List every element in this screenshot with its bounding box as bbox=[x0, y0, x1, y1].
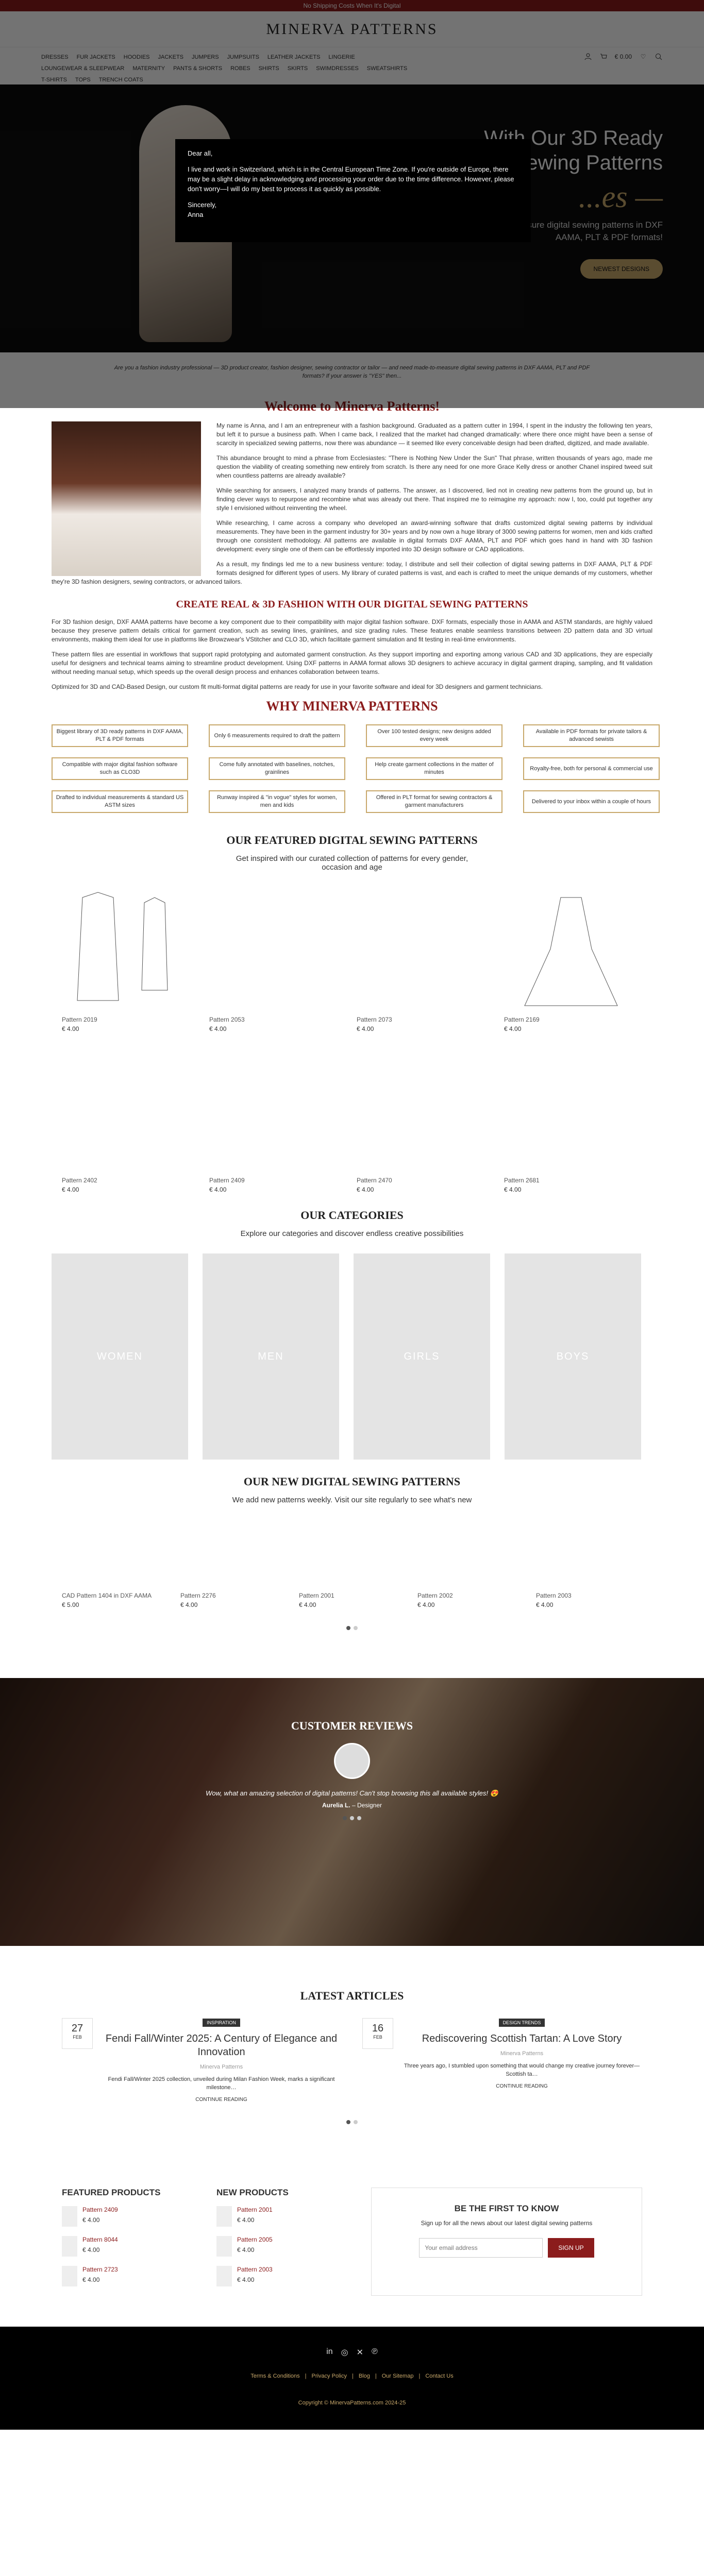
product-card[interactable] bbox=[357, 887, 491, 1032]
categories-title: OUR CATEGORIES bbox=[300, 1209, 404, 1222]
product-card[interactable] bbox=[62, 1520, 170, 1608]
post-date bbox=[62, 2018, 93, 2049]
featured-products-column bbox=[62, 2188, 196, 2296]
sign-up-button[interactable]: SIGN UP bbox=[548, 2238, 594, 2258]
why-item: Runway inspired & "in vogue" styles for women, men and kids bbox=[209, 790, 345, 813]
product-card[interactable] bbox=[504, 1048, 638, 1193]
product-name[interactable]: Pattern 2681 bbox=[504, 1177, 540, 1184]
welcome-section bbox=[0, 421, 704, 586]
product-price: € 4.00 bbox=[237, 2276, 255, 2283]
product-card[interactable] bbox=[62, 887, 196, 1032]
footer-link-blog[interactable]: Blog bbox=[358, 2373, 370, 2379]
carousel-dots bbox=[0, 1624, 704, 1632]
newsletter-form bbox=[392, 2238, 621, 2258]
post-body bbox=[401, 2018, 642, 2103]
post-card[interactable] bbox=[62, 2018, 342, 2103]
review-author: Aurelia L. bbox=[322, 1802, 350, 1809]
product-name[interactable]: Pattern 2005 bbox=[237, 2236, 273, 2243]
post-title[interactable]: Rediscovering Scottish Tartan: A Love Story bbox=[422, 2033, 622, 2044]
post-excerpt: Three years ago, I stumbled upon something that would change my creative journey forever—Scottish ta… bbox=[404, 2063, 640, 2077]
product-price: € 4.00 bbox=[82, 2216, 100, 2224]
why-title: WHY MINERVA PATTERNS bbox=[266, 699, 438, 714]
product-price: € 4.00 bbox=[504, 1025, 522, 1032]
product-name[interactable]: Pattern 2073 bbox=[357, 1016, 392, 1023]
footer-product[interactable] bbox=[62, 2206, 196, 2227]
product-price: € 4.00 bbox=[237, 2246, 255, 2253]
post-card[interactable] bbox=[362, 2018, 642, 2103]
footer-product[interactable] bbox=[216, 2206, 350, 2227]
product-name[interactable]: Pattern 2409 bbox=[82, 2206, 118, 2213]
popup-text: I live and work in Switzerland, which is in the Central European Time Zone. If you're outside of Europe, there may be a slight delay in acknowledging and processing your order due to the time difference. However, please don't worry—I will do my best to process it as quickly as possible. bbox=[188, 165, 514, 193]
review-dot[interactable] bbox=[357, 1816, 361, 1820]
category-boys[interactable]: BOYS bbox=[505, 1253, 641, 1460]
product-price: € 4.00 bbox=[209, 1025, 227, 1032]
create-p2: These pattern files are essential in workflows that support rapid prototyping and automated garment construction. As they support importing and exporting among various CAD and 3D applications, they are especially useful for designers and technical teams aiming to streamline product development. Using DXF patterns in AAMA format allows 3D designers to achieve accuracy in digital garment draping, sampling, and fit validation without needing manual setup, which speeds up the overall design process and enhances collaboration between teams. bbox=[52, 651, 652, 675]
post-author: Minerva Patterns bbox=[199, 2064, 243, 2070]
new-products-column bbox=[216, 2188, 350, 2296]
product-thumb[interactable] bbox=[216, 2236, 232, 2257]
why-item: Biggest library of 3D ready patterns in DXF AAMA, PLT & PDF formats bbox=[52, 724, 188, 747]
new-title: OUR NEW DIGITAL SEWING PATTERNS bbox=[243, 1475, 461, 1488]
why-item: Compatible with major digital fashion software such as CLO3D bbox=[52, 757, 188, 780]
post-month: FEB bbox=[73, 2035, 82, 2040]
new-products bbox=[0, 1520, 704, 1608]
why-item: Available in PDF formats for private tailors & advanced sewists bbox=[523, 724, 660, 747]
footer-links: Terms & Conditions | Privacy Policy | Blog | Our Sitemap | Contact Us bbox=[250, 2373, 454, 2379]
product-price: € 4.00 bbox=[180, 1601, 198, 1608]
review-dots bbox=[0, 1814, 704, 1822]
product-name[interactable]: Pattern 2409 bbox=[209, 1177, 245, 1184]
review-quote: Wow, what an amazing selection of digital patterns! Can't stop browsing this all available styles! 😍 bbox=[206, 1789, 498, 1797]
why-item: Offered in PLT format for sewing contractors & garment manufacturers bbox=[366, 790, 502, 813]
product-image[interactable] bbox=[504, 887, 638, 1011]
post-category-badge[interactable]: INSPIRATION bbox=[203, 2019, 240, 2027]
product-image[interactable] bbox=[357, 1048, 491, 1172]
post-excerpt: Fendi Fall/Winter 2025 collection, unveiled during Milan Fashion Week, marks a significant milestone… bbox=[108, 2076, 335, 2091]
product-name[interactable]: Pattern 2002 bbox=[417, 1592, 453, 1599]
product-price: € 4.00 bbox=[237, 2216, 255, 2224]
linkedin-icon[interactable]: in bbox=[326, 2347, 333, 2356]
post-body bbox=[101, 2018, 342, 2103]
featured-products bbox=[0, 887, 704, 1193]
review-dot[interactable] bbox=[343, 1816, 347, 1820]
carousel-dot[interactable] bbox=[346, 1626, 350, 1630]
welcome-p3: While searching for answers, I analyzed many brands of patterns. The answer, as I discovered, lied not in creating new patterns from the ground up, but in finding clever ways to repurpose and recombine what was already out there. That inspired me to reimagine my approach: now I, too, could put together any style I envisioned without reinventing the wheel. bbox=[216, 487, 652, 512]
welcome-p4: While researching, I came across a company who developed an award-winning software that drafts customized digital sewing patterns by individual measurements. They have been in the garment industry for 30+ years and by now own a huge library of 3000 sewing patterns for women, men and kids crafted through one consistent methodology. All patterns are available in digital formats DXF AAMA, PLT and PDF which goes hand in hand with 3D fashion development: every single one of them can be effortlessly imported into 3D design software or CAD applications. bbox=[216, 519, 652, 553]
product-name[interactable]: Pattern 2053 bbox=[209, 1016, 245, 1023]
product-thumb[interactable] bbox=[216, 2206, 232, 2227]
create-p3: Optimized for 3D and CAD-Based Design, our custom fit multi-format digital patterns are ready for use in your favorite software and ideal for 3D designers and garment technicians. bbox=[52, 683, 543, 690]
product-name[interactable]: Pattern 2001 bbox=[299, 1592, 334, 1599]
footer-product[interactable] bbox=[62, 2236, 196, 2257]
footer-link-terms[interactable]: Terms & Conditions bbox=[250, 2373, 300, 2379]
product-thumb[interactable] bbox=[62, 2266, 77, 2286]
product-name[interactable]: Pattern 2169 bbox=[504, 1016, 540, 1023]
product-name[interactable]: Pattern 2470 bbox=[357, 1177, 392, 1184]
product-name[interactable]: Pattern 8044 bbox=[82, 2236, 118, 2243]
footer-link-sitemap[interactable]: Our Sitemap bbox=[381, 2373, 414, 2379]
founder-portrait bbox=[52, 421, 201, 576]
new-sub: We add new patterns weekly. Visit our site regularly to see what's new bbox=[232, 1496, 472, 1504]
carousel-dot[interactable] bbox=[354, 1626, 358, 1630]
product-image[interactable] bbox=[209, 1048, 343, 1172]
continue-reading-link[interactable]: CONTINUE READING bbox=[496, 2083, 548, 2089]
product-thumb[interactable] bbox=[216, 2266, 232, 2286]
why-item: Come fully annotated with baselines, notches, grainlines bbox=[209, 757, 345, 780]
product-image[interactable] bbox=[299, 1520, 407, 1587]
posts-dot[interactable] bbox=[346, 2120, 350, 2124]
product-card[interactable] bbox=[299, 1520, 407, 1608]
product-price: € 4.00 bbox=[82, 2276, 100, 2283]
review-role: – Designer bbox=[350, 1802, 382, 1809]
product-thumb[interactable] bbox=[62, 2236, 77, 2257]
product-name[interactable]: Pattern 2402 bbox=[62, 1177, 97, 1184]
why-item: Royalty-free, both for personal & commercial use bbox=[523, 757, 660, 780]
latest-articles bbox=[0, 1946, 704, 2126]
pinterest-icon[interactable]: ℗ bbox=[372, 2347, 378, 2356]
featured-sub-2: occasion and age bbox=[322, 863, 382, 872]
product-price: € 4.00 bbox=[62, 1186, 79, 1193]
product-image[interactable] bbox=[417, 1520, 526, 1587]
footer-link-contact[interactable]: Contact Us bbox=[425, 2373, 454, 2379]
review-dot[interactable] bbox=[350, 1816, 354, 1820]
reviewer-avatar bbox=[334, 1743, 370, 1779]
post-date bbox=[362, 2018, 393, 2049]
popup-sign-2: Anna bbox=[188, 211, 204, 218]
x-icon[interactable]: ✕ bbox=[356, 2348, 364, 2357]
product-name[interactable]: Pattern 2003 bbox=[536, 1592, 572, 1599]
welcome-p1: My name is Anna, and I am an entrepreneur with a fashion background. Graduated as a pattern cutter in 1994, I spent in the industry the following ten years, but left it to pursue a business path. When I came back, I realized that the market had changed dramatically: where there once might have been a sense of scarcity in specialized sewing patterns, now there was abundance — it seemed like every conceivable design had been drafted, digitized, and made available. bbox=[216, 422, 652, 447]
product-price: € 4.00 bbox=[62, 1025, 79, 1032]
latest-title: LATEST ARTICLES bbox=[300, 1989, 404, 2002]
footer-bottom bbox=[0, 2327, 704, 2430]
popup-greeting: Dear all, bbox=[188, 149, 213, 157]
copyright: Copyright © MinervaPatterns.com 2024-25 bbox=[298, 2400, 406, 2406]
reviews-title: CUSTOMER REVIEWS bbox=[291, 1719, 413, 1732]
product-image[interactable] bbox=[62, 1048, 196, 1172]
footer-product[interactable] bbox=[216, 2266, 350, 2286]
product-image[interactable] bbox=[180, 1520, 289, 1587]
posts-list bbox=[62, 2018, 642, 2103]
email-input[interactable] bbox=[419, 2238, 543, 2258]
instagram-icon[interactable]: ◎ bbox=[341, 2348, 348, 2357]
product-image[interactable] bbox=[357, 887, 491, 1011]
social-links bbox=[0, 2347, 704, 2358]
featured-sub-1: Get inspired with our curated collection of patterns for every gender, bbox=[236, 854, 468, 863]
post-author: Minerva Patterns bbox=[500, 2050, 544, 2057]
featured-column-title: FEATURED PRODUCTS bbox=[62, 2188, 161, 2197]
category-men[interactable]: MEN bbox=[203, 1253, 339, 1460]
product-card[interactable] bbox=[417, 1520, 526, 1608]
post-day: 16 bbox=[372, 2023, 384, 2034]
product-price: € 4.00 bbox=[299, 1601, 316, 1608]
product-price: € 4.00 bbox=[82, 2246, 100, 2253]
why-item: Drafted to individual measurements & standard US ASTM sizes bbox=[52, 790, 188, 813]
product-image[interactable] bbox=[62, 1520, 170, 1587]
post-category-badge[interactable]: DESIGN TRENDS bbox=[499, 2019, 545, 2027]
footer-link-privacy[interactable]: Privacy Policy bbox=[311, 2373, 347, 2379]
product-price: € 4.00 bbox=[209, 1186, 227, 1193]
why-item: Help create garment collections in the matter of minutes bbox=[366, 757, 502, 780]
why-item: Only 6 measurements required to draft the pattern bbox=[209, 724, 345, 747]
product-card[interactable] bbox=[536, 1520, 644, 1608]
footer-top bbox=[0, 2157, 704, 2327]
create-title: CREATE REAL & 3D FASHION WITH OUR DIGITAL SEWING PATTERNS bbox=[176, 599, 528, 610]
product-price: € 4.00 bbox=[504, 1186, 522, 1193]
why-item: Over 100 tested designs; new designs added every week bbox=[366, 724, 502, 747]
product-price: € 4.00 bbox=[536, 1601, 554, 1608]
product-thumb[interactable] bbox=[62, 2206, 77, 2227]
footer-product[interactable] bbox=[62, 2266, 196, 2286]
product-card[interactable] bbox=[357, 1048, 491, 1193]
product-price: € 4.00 bbox=[357, 1025, 374, 1032]
welcome-p2: This abundance brought to mind a phrase from Ecclesiastes: "There is Nothing New Under the Sun" That phrase, written thousands of years ago, made me question the viability of creating something new entirely from scratch. Is there any need for one more Grace Kelly dress or another Chanel inspired tweed suit when countless patterns are already available? bbox=[216, 454, 652, 479]
product-image[interactable] bbox=[536, 1520, 644, 1587]
newsletter-text: Sign up for all the news about our latest digital sewing patterns bbox=[421, 2219, 593, 2227]
newsletter-box bbox=[371, 2188, 642, 2296]
product-price: € 4.00 bbox=[417, 1601, 435, 1608]
product-name[interactable]: Pattern 2276 bbox=[180, 1592, 216, 1599]
timezone-popup bbox=[175, 139, 531, 242]
post-month: FEB bbox=[373, 2035, 382, 2040]
product-name[interactable]: Pattern 2723 bbox=[82, 2266, 118, 2273]
welcome-p5: As a result, my findings led me to a new business venture: today, I distribute and sell their collection of digital sewing patterns in DXF AAMA, PLT & PDF formats designed for different types of users. My library of curated patterns is vast, and each is crafted to meet the unique demands of my customers, whether they're 3D fashion designers, sewing contractors, or advanced tailors. bbox=[52, 561, 652, 585]
post-title[interactable]: Fendi Fall/Winter 2025: A Century of Elegance and Innovation bbox=[105, 2033, 338, 2058]
product-name[interactable]: Pattern 2019 bbox=[62, 1016, 97, 1023]
post-day: 27 bbox=[71, 2023, 83, 2034]
featured-title: OUR FEATURED DIGITAL SEWING PATTERNS bbox=[226, 834, 478, 846]
product-name[interactable]: CAD Pattern 1404 in DXF AAMA bbox=[62, 1592, 152, 1599]
why-item: Delivered to your inbox within a couple of hours bbox=[523, 790, 660, 813]
reviews-section bbox=[0, 1678, 704, 1946]
why-grid bbox=[0, 724, 704, 813]
product-price: € 5.00 bbox=[62, 1601, 79, 1608]
create-p1: For 3D fashion design, DXF AAMA patterns have become a key component due to their compatibility with major digital fashion software. DXF formats, especially those in AAMA and ASTM standards, are highly valued because they preserve pattern details critical for garment creation, such as sewing lines, grainlines, and size grading rules. These features enable seamless transitions between 2D pattern data and 3D virtual environments, making them ideal for use in platforms like Browzwear's VStitcher and CLO 3D, which facilitate garment simulation and fit testing in real-time environments. bbox=[52, 618, 652, 643]
categories-sub: Explore our categories and discover endless creative possibilities bbox=[240, 1229, 464, 1238]
product-card[interactable] bbox=[62, 1048, 196, 1193]
newsletter-title: BE THE FIRST TO KNOW bbox=[454, 2204, 559, 2213]
new-column-title: NEW PRODUCTS bbox=[216, 2188, 289, 2197]
product-card[interactable] bbox=[180, 1520, 289, 1608]
categories-grid bbox=[0, 1253, 704, 1460]
product-price: € 4.00 bbox=[357, 1186, 374, 1193]
product-card[interactable] bbox=[209, 1048, 343, 1193]
create-section bbox=[0, 618, 704, 691]
category-women[interactable]: WOMEN bbox=[52, 1253, 188, 1460]
product-image[interactable] bbox=[62, 887, 196, 1011]
product-image[interactable] bbox=[209, 887, 343, 1011]
product-name[interactable]: Pattern 2001 bbox=[237, 2206, 273, 2213]
product-card[interactable] bbox=[504, 887, 638, 1032]
posts-dots bbox=[62, 2118, 642, 2126]
product-card[interactable] bbox=[209, 887, 343, 1032]
popup-sign-1: Sincerely, bbox=[188, 201, 217, 209]
continue-reading-link[interactable]: CONTINUE READING bbox=[195, 2097, 247, 2103]
reviews-content bbox=[0, 1678, 704, 1822]
product-name[interactable]: Pattern 2003 bbox=[237, 2266, 273, 2273]
posts-dot[interactable] bbox=[354, 2120, 358, 2124]
product-image[interactable] bbox=[504, 1048, 638, 1172]
category-girls[interactable]: GIRLS bbox=[354, 1253, 490, 1460]
footer-product[interactable] bbox=[216, 2236, 350, 2257]
